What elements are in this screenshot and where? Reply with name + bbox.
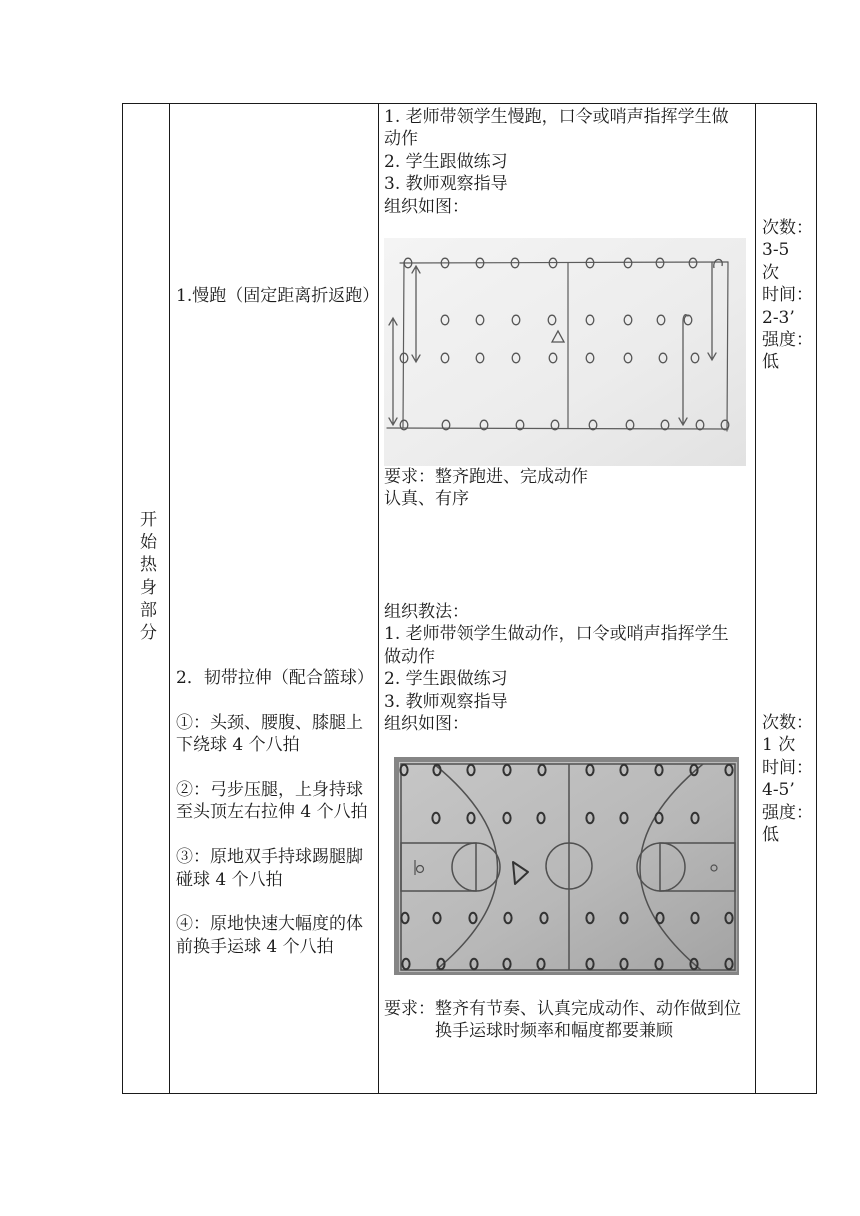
count-unit: 次	[762, 262, 779, 283]
count-value: 1 次	[762, 735, 796, 756]
exercise-1-line: 下绕球 4 个八拍	[176, 735, 300, 756]
paper-background	[384, 238, 746, 466]
intensity-value: 低	[762, 824, 779, 845]
time-label: 时间：	[762, 757, 813, 778]
blank-line	[176, 824, 374, 846]
stretch-requirement-text	[435, 998, 741, 1043]
blank-line	[176, 757, 374, 779]
time-value: 4-5’	[762, 780, 795, 801]
exercise-2-line: ②：弓步压腿，上身持球	[176, 779, 363, 800]
intensity-value: 低	[762, 352, 779, 373]
exercise-3-line: 碰球 4 个八拍	[176, 869, 283, 890]
intensity-label: 强度：	[762, 329, 813, 350]
basketball-court-formation-photo	[394, 757, 739, 975]
jog-method-line: 3. 教师观察指导	[384, 174, 508, 195]
jog-formation-diagram	[384, 238, 746, 466]
count-label: 次数：	[762, 218, 813, 238]
exercise-4-line: ④：原地快速大幅度的体	[176, 914, 363, 935]
stretch-method-line: 组织如图：	[384, 713, 469, 734]
count-label: 次数：	[762, 713, 813, 733]
exercise-3-line: ③：原地双手持球踢腿脚	[176, 847, 363, 868]
intensity-label: 强度：	[762, 802, 813, 823]
exercise-2-line: 至头顶左右拉伸 4 个八拍	[176, 802, 368, 823]
stretch-requirement-label: 要求：	[384, 999, 435, 1019]
exercise-1-line: ①：头颈、腰腹、膝腿上	[176, 712, 363, 733]
jog-requirement	[384, 466, 588, 511]
jog-method-line: 组织如图：	[384, 196, 469, 217]
count-value: 3-5	[762, 240, 790, 261]
section-label: 开始热身部分	[136, 510, 156, 646]
stretch-requirement	[384, 998, 741, 1043]
stretch-method-heading: 组织教法：	[384, 602, 469, 622]
stretch-method	[384, 601, 729, 735]
jog-requirement-line: 认真、有序	[384, 489, 469, 510]
stretch-method-line: 做动作	[384, 646, 435, 667]
jog-method-line: 1. 老师带领学生慢跑，口令或哨声指挥学生做	[384, 107, 729, 127]
activity-jog-title: 1.慢跑（固定距离折返跑）	[176, 286, 380, 306]
stretch-requirement-line: 整齐有节奏、认真完成动作、动作做到位	[435, 999, 741, 1019]
activity-stretch-title: 2．韧带拉伸（配合篮球）	[176, 668, 374, 688]
blank-line	[176, 689, 374, 711]
stretch-method-line: 2. 学生跟做练习	[384, 669, 508, 690]
column-divider	[755, 103, 756, 1093]
jog-requirement-line: 要求：整齐跑进、完成动作	[384, 467, 588, 487]
time-value: 2-3’	[762, 307, 795, 328]
column-divider	[169, 103, 170, 1093]
stretch-load	[762, 712, 813, 846]
jog-method-line: 2. 学生跟做练习	[384, 151, 508, 172]
column-divider	[378, 103, 379, 1093]
stretch-requirement-line: 换手运球时频率和幅度都要兼顾	[435, 1021, 673, 1042]
blank-line	[176, 891, 374, 913]
exercise-4-line: 前换手运球 4 个八拍	[176, 936, 334, 957]
jog-load	[762, 217, 813, 374]
court-surface	[399, 762, 737, 972]
activity-stretch	[176, 667, 374, 958]
jog-method-line: 动作	[384, 129, 418, 150]
time-label: 时间：	[762, 285, 813, 306]
stretch-method-line: 3. 教师观察指导	[384, 691, 508, 712]
stretch-method-line: 1. 老师带领学生做动作，口令或哨声指挥学生	[384, 624, 729, 645]
jog-method	[384, 106, 729, 218]
